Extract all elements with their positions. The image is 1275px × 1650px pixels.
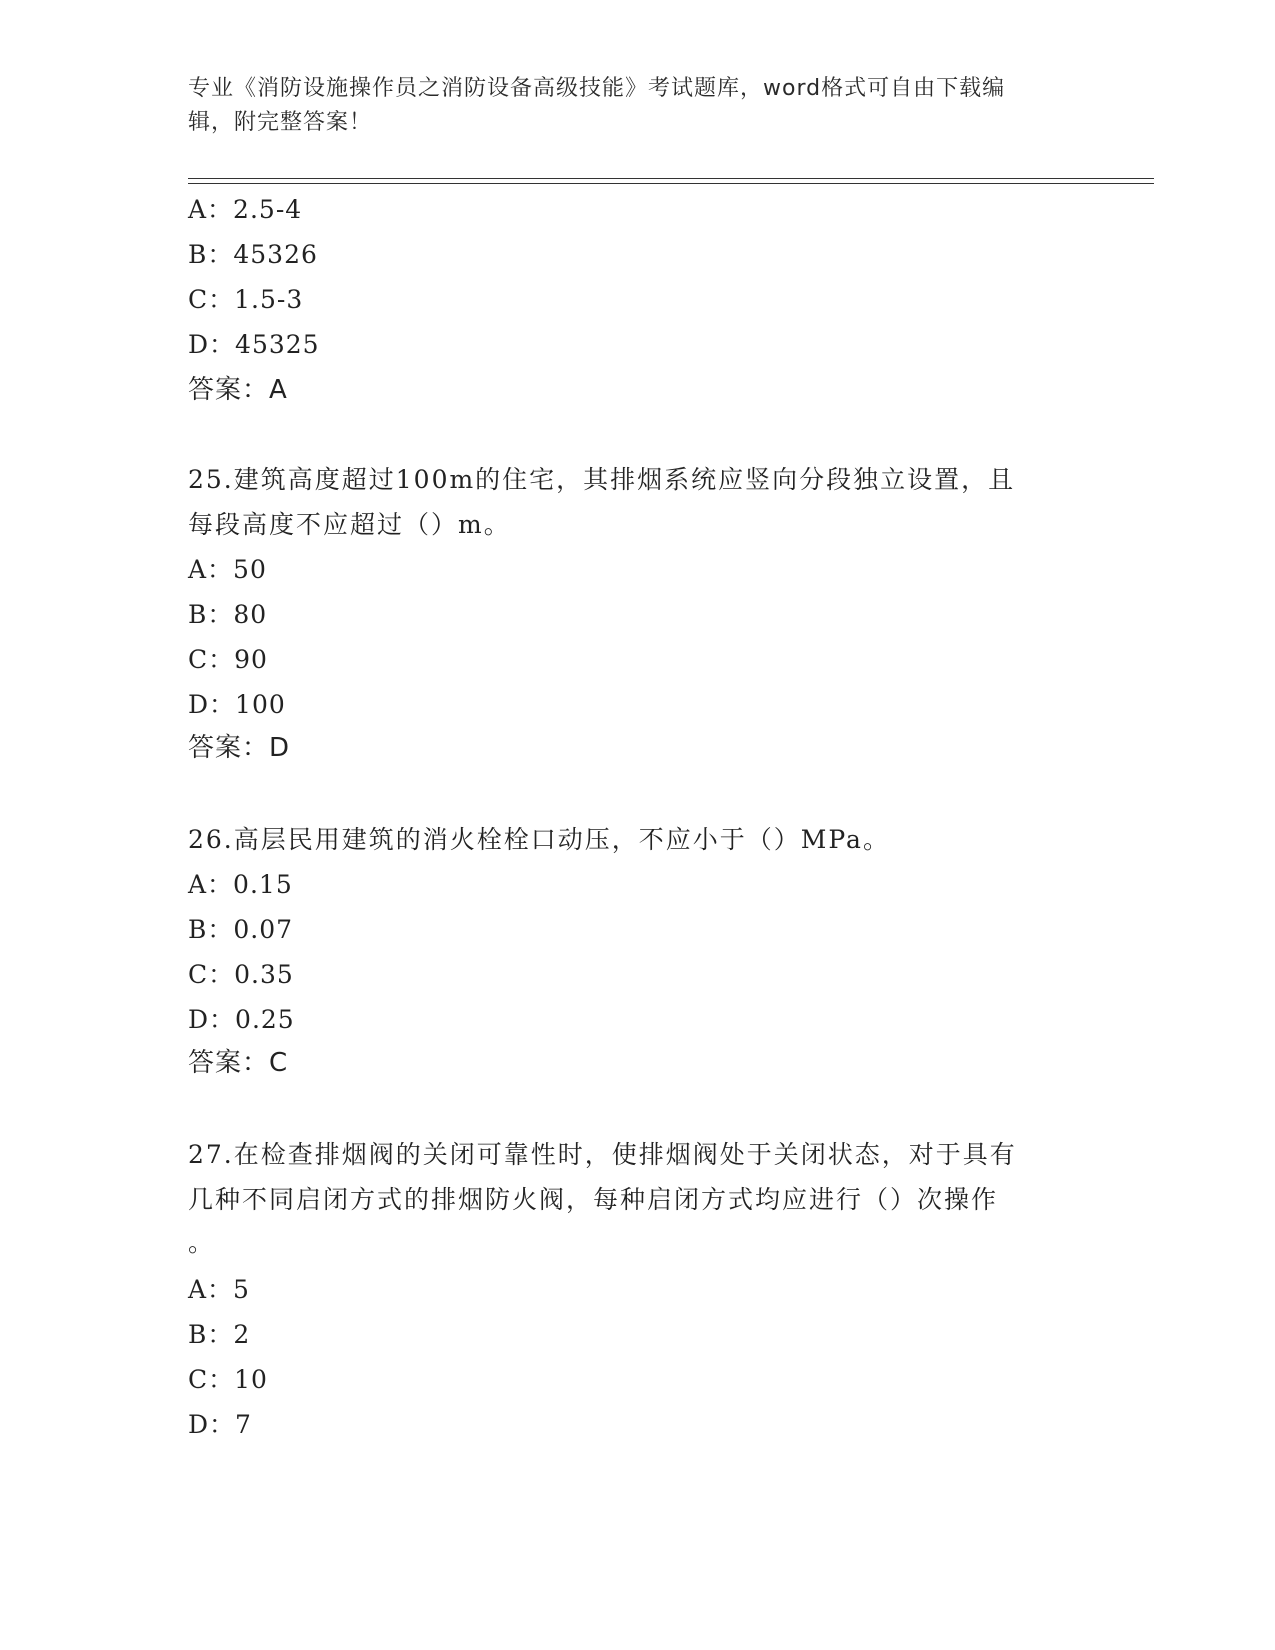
q24-option-a: A：2.5-4 <box>188 195 303 224</box>
header-line-1: 专业《消防设施操作员之消防设备高级技能》考试题库，word格式可自由下载编 <box>188 76 1006 101</box>
header-divider-bottom <box>188 183 1154 184</box>
q27-option-b: B：2 <box>188 1320 251 1349</box>
document-header <box>188 72 1088 140</box>
q25-option-c: C：90 <box>188 645 268 674</box>
q25-option-d: D：100 <box>188 690 286 719</box>
q26-option-b: B：0.07 <box>188 915 294 944</box>
q24-answer: 答案：A <box>188 375 288 405</box>
q27-option-d: D：7 <box>188 1410 252 1439</box>
q24-option-b: B：45326 <box>188 240 318 269</box>
q25-option-b: B：80 <box>188 600 268 629</box>
q26-answer: 答案：C <box>188 1048 289 1078</box>
q26-option-a: A：0.15 <box>188 870 293 899</box>
q27-text-line-2: 几种不同启闭方式的排烟防火阀，每种启闭方式均应进行（）次操作 <box>188 1185 999 1214</box>
header-divider-top <box>188 178 1154 179</box>
q25-answer: 答案：D <box>188 733 291 763</box>
q26-option-c: C：0.35 <box>188 960 294 989</box>
q27-option-a: A：5 <box>188 1275 250 1304</box>
q25-option-a: A：50 <box>188 555 267 584</box>
header-line-2: 辑，附完整答案！ <box>188 110 373 135</box>
q24-option-c: C：1.5-3 <box>188 285 304 314</box>
q25-text-line-1: 25.建筑高度超过100m的住宅，其排烟系统应竖向分段独立设置，且 <box>188 465 1016 494</box>
q27-text-line-3: 。 <box>188 1228 216 1257</box>
q26-text-line-1: 26.高层民用建筑的消火栓栓口动压，不应小于（）MPa。 <box>188 825 890 854</box>
q24-option-d: D：45325 <box>188 330 320 359</box>
q27-text-line-1: 27.在检查排烟阀的关闭可靠性时，使排烟阀处于关闭状态，对于具有 <box>188 1140 1017 1169</box>
q26-option-d: D：0.25 <box>188 1005 295 1034</box>
q25-text-line-2: 每段高度不应超过（）m。 <box>188 510 511 539</box>
q27-option-c: C：10 <box>188 1365 268 1394</box>
